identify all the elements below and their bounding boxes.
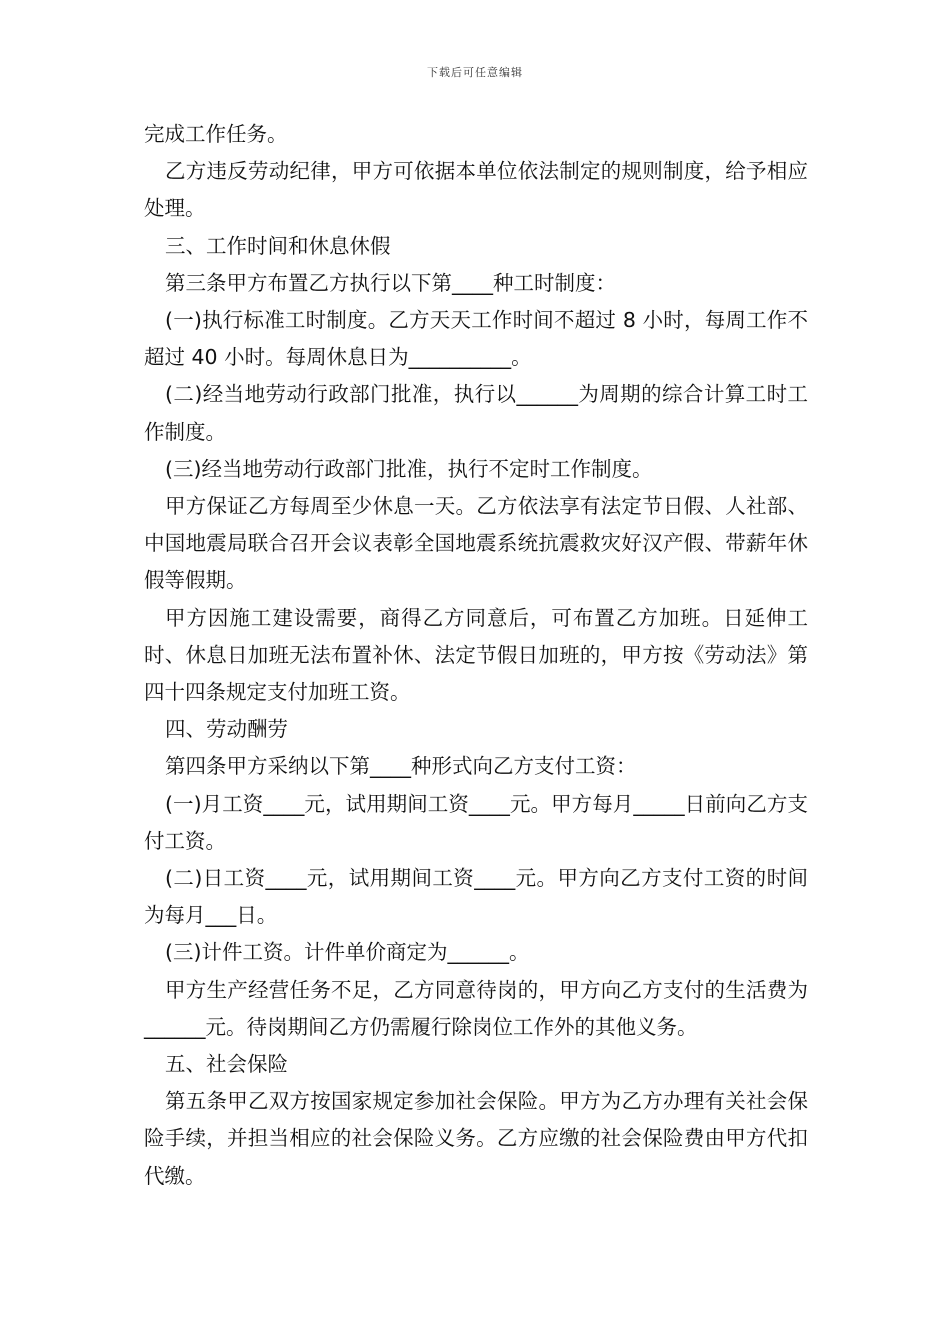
paragraph: 乙方违反劳动纪律，甲方可依据本单位依法制定的规则制度，给予相应处理。 (144, 159, 808, 221)
paragraph: (二)经当地劳动行政部门批准，执行以______为周期的综合计算工时工作制度。 (144, 382, 808, 444)
paragraph: 第五条甲乙双方按国家规定参加社会保险。甲方为乙方办理有关社会保险手续，并担当相应的社会保险义务。乙方应缴的社会保险费由甲方代扣代缴。 (144, 1089, 808, 1188)
paragraph: 第三条甲方布置乙方执行以下第____种工时制度： (165, 270, 616, 295)
section-heading: 三、工作时间和休息休假 (165, 233, 391, 258)
section-heading: 四、劳动酬劳 (165, 717, 288, 742)
paragraph: (一)执行标准工时制度。乙方天天工作时间不超过 8 小时，每周工作不超过 40 小时。每周休息日为__________。 (144, 308, 808, 370)
document-body (144, 116, 808, 1195)
header-note: 下载后可任意编辑 (427, 66, 523, 79)
paragraph: (三)经当地劳动行政部门批准，执行不定时工作制度。 (165, 456, 653, 481)
section-heading: 五、社会保险 (165, 1052, 288, 1077)
paragraph: 第四条甲方采纳以下第____种形式向乙方支付工资： (165, 754, 637, 779)
paragraph: 甲方生产经营任务不足，乙方同意待岗的，甲方向乙方支付的生活费为______元。待岗期间乙方仍需履行除岗位工作外的其他义务。 (144, 977, 808, 1039)
paragraph: 甲方保证乙方每周至少休息一天。乙方依法享有法定节日假、人社部、中国地震局联合召开会议表彰全国地震系统抗震救灾好汉产假、带薪年休假等假期。 (144, 494, 808, 593)
paragraph: 完成工作任务。 (144, 122, 288, 146)
paragraph: 甲方因施工建设需要，商得乙方同意后，可布置乙方加班。日延伸工时、休息日加班无法布置补休、法定节假日加班的，甲方按《劳动法》第四十四条规定支付加班工资。 (144, 605, 808, 705)
paragraph: (三)计件工资。计件单价商定为______。 (165, 940, 530, 965)
paragraph: (二)日工资____元，试用期间工资____元。甲方向乙方支付工资的时间为每月___日。 (144, 866, 808, 928)
paragraph: (一)月工资____元，试用期间工资____元。甲方每月_____日前向乙方支付工资。 (144, 791, 808, 853)
